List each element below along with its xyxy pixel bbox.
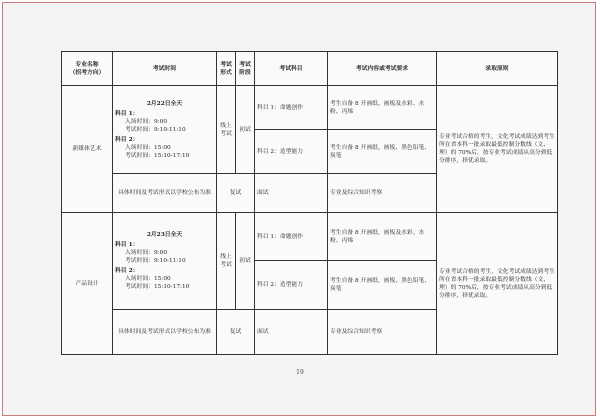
exam-stage-cell: 初试 [236,86,255,174]
admission-principle-cell: 专业考试合格的考生，文化考试成绩达到考生所在省本科一批录取最低控制分数线（文、理）的 70%后，按专业考试成绩从高分到低分排序，择优录取。 [437,86,558,213]
entry-time: 入场时间：15:00 [125,144,171,151]
session-label: 科目 2： [115,267,139,274]
subject-cell: 科目 2：造型能力 [255,261,328,309]
retest-content-cell: 专业及综合知识考察 [328,309,437,354]
requirement-cell: 考生自备 8 开画纸，画板、黑色铅笔、炭笔 [328,130,437,174]
header-form-line1: 考试 [220,61,232,68]
table-row [62,213,558,261]
exam-time: 考试时间：15:10-17:10 [125,283,190,290]
exam-form-cell: 线上考试 [217,86,236,174]
retest-form-cell: 复试 [217,174,255,213]
table-row [62,86,558,130]
exam-time: 考试时间：9:10-11:10 [125,257,186,264]
exam-day: 2月23日全天 [146,231,183,238]
session-label: 科目 1： [115,110,139,117]
session-label: 科目 2： [115,136,139,143]
entry-time: 入场时间：9:00 [125,249,168,256]
entry-time: 入场时间：15:00 [125,275,171,282]
header-content: 考试内容或考试要求 [328,52,437,86]
page-number: 19 [296,369,304,376]
retest-stage-cell: 面试 [255,309,328,354]
major-name-cell: 产品设计 [62,213,113,355]
major-name-cell: 新媒体艺术 [62,86,113,213]
session-label: 科目 1： [115,241,139,248]
header-subject: 考试科目 [255,52,328,86]
requirement-cell: 考生自备 8 开画纸，画板及水彩、水粉、丙烯 [328,86,437,130]
retest-time-note: 具体时间及考试形式以学校公布为准 [113,174,217,213]
header-time: 考试时间 [113,52,217,86]
entry-time: 入场时间：9:00 [125,118,168,125]
header-stage-line1: 考试 [239,61,251,68]
exam-time-cell [113,86,217,174]
header-major-line1: 专业名称 [75,61,99,68]
header-stage-line2: 阶段 [239,69,251,76]
header-major-line2: （招考方向） [69,69,105,76]
header-admission: 录取原则 [437,52,558,86]
exam-form-cell: 线上考试 [217,213,236,310]
exam-day: 2月22日全天 [146,100,183,107]
subject-cell: 科目 1：命题创作 [255,213,328,261]
admission-principle-cell: 专业考试合格的考生，文化考试成绩达到考生所在省本科一批录取最低控制分数线（文、理）的 70%后，按专业考试成绩从高分到低分排序，择优录取。 [437,213,558,355]
retest-content-cell: 专业及综合知识考察 [328,174,437,213]
exam-time-cell [113,213,217,310]
retest-stage-cell: 面试 [255,174,328,213]
requirement-cell: 考生自备 8 开画纸，画板、黑色铅笔、炭笔 [328,261,437,309]
exam-stage-cell: 初试 [236,213,255,310]
header-major [62,52,113,86]
exam-time: 考试时间：15:10-17:10 [125,152,190,159]
exam-time: 考试时间：9:10-11:10 [125,126,186,133]
subject-cell: 科目 2：造型能力 [255,130,328,174]
subject-cell: 科目 1：命题创作 [255,86,328,130]
retest-time-note: 具体时间及考试形式以学校公布为准 [113,309,217,354]
header-row [62,52,558,86]
header-form-line2: 形式 [220,69,232,76]
header-stage [236,52,255,86]
retest-form-cell: 复试 [217,309,255,354]
requirement-cell: 考生自备 8 开画纸，画板及水彩、水粉、丙烯 [328,213,437,261]
header-form [217,52,236,86]
exam-schedule-table [61,51,558,355]
